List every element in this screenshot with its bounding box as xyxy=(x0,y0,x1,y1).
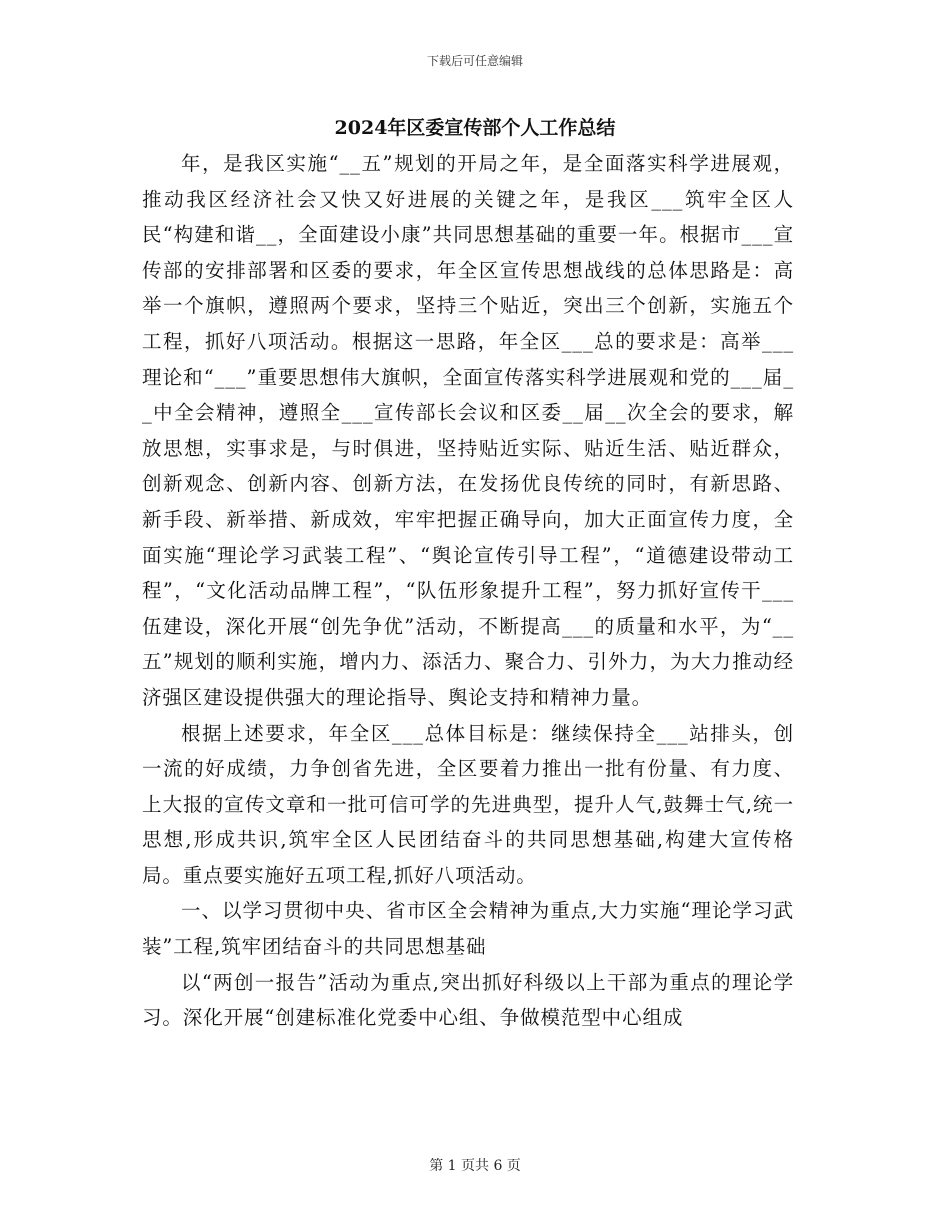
paragraph-intro: 年，是我区实施“__五”规划的开局之年，是全面落实科学进展观，推动我区经济社会又快又好进展的关键之年，是我区___筑牢全区人民“构建和谐__，全面建设小康”共同思想基础的重要一年。根据市___宣传部的安排部署和区委的要求，年全区宣传思想战线的总体思路是：高举一个旗帜，遵照两个要求，坚持三个贴近，突出三个创新，实施五个工程，抓好八项活动。根据这一思路，年全区___总的要求是：高举___理论和“___”重要思想伟大旗帜，全面宣传落实科学进展观和党的___届__中全会精神，遵照全___宣传部长会议和区委__届__次全会的要求，解放思想，实事求是，与时俱进，坚持贴近实际、贴近生活、贴近群众，创新观念、创新内容、创新方法，在发扬优良传统的同时，有新思路、新手段、新举措、新成效，牢牢把握正确导向，加大正面宣传力度，全面实施“理论学习武装工程”、“舆论宣传引导工程”，“道德建设带动工程”，“文化活动品牌工程”，“队伍形象提升工程”，努力抓好宣传干___伍建设，深化开展“创先争优”活动，不断提高___的质量和水平，为“__五”规划的顺利实施，增内力、添活力、聚合力、引外力，为大力推动经济强区建设提供强大的理论指导、舆论支持和精神力量。 xyxy=(142,152,794,709)
section-heading-one: 一、以学习贯彻中央、省市区全会精神为重点,大力实施“理论学习武装”工程,筑牢团结奋斗的共同思想基础 xyxy=(142,899,794,959)
paragraph-theory-study: 以“两创一报告”活动为重点,突出抓好科级以上干部为重点的理论学习。深化开展“创建标准化党委中心组、争做模范型中心组成 xyxy=(142,970,794,1030)
document-body xyxy=(142,146,794,1036)
document-title: 2024年区委宣传部个人工作总结 xyxy=(334,117,616,139)
page-header-note: 下载后可任意编辑 xyxy=(426,54,523,68)
paragraph-goals: 根据上述要求，年全区___总体目标是：继续保持全___站排头，创一流的好成绩，力争创省先进，全区要着力推出一批有份量、有力度、上大报的宣传文章和一批可信可学的先进典型，提升人气,鼓舞士气,统一思想,形成共识,筑牢全区人民团结奋斗的共同思想基础,构建大宣传格局。重点要实施好五项工程,抓好八项活动。 xyxy=(142,721,794,887)
page-number: 第 1 页共 6 页 xyxy=(429,1158,521,1174)
